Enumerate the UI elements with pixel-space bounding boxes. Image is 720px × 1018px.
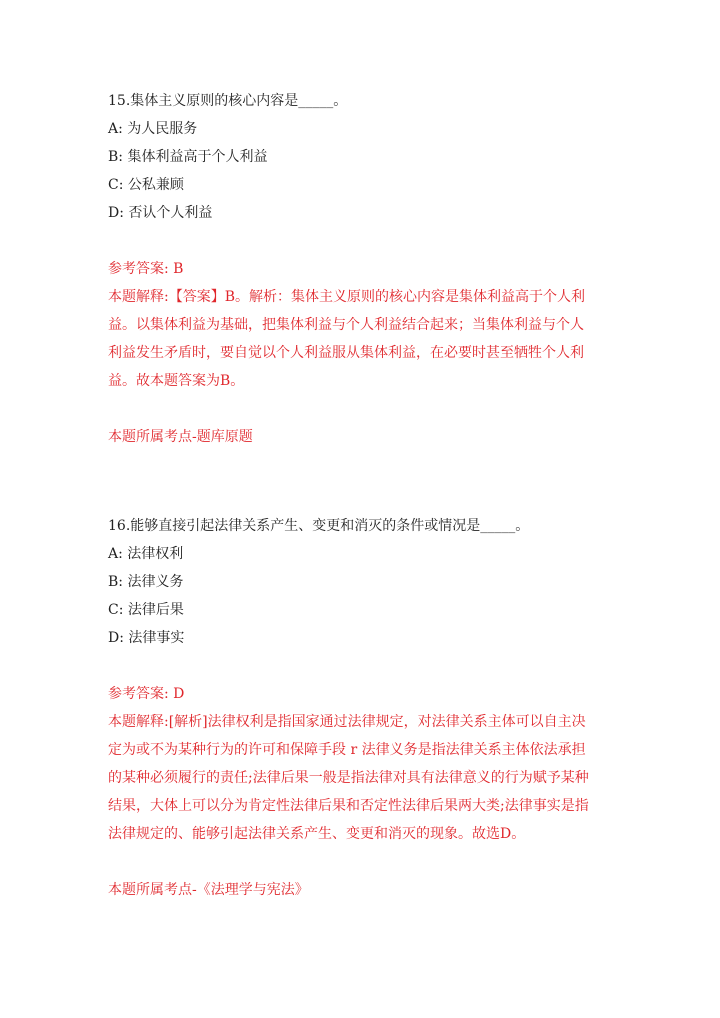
option-d: D: 法律事实 [108, 630, 185, 646]
topic-label: 本题所属考点-题库原题 [108, 429, 253, 445]
topic-label: 本题所属考点-《法理学与宪法》 [108, 882, 309, 898]
question-stem: 16.能够直接引起法律关系产生、变更和消灭的条件或情况是_____。 [108, 518, 530, 534]
explanation-line: 本题解释:【答案】B。解析：集体主义原则的核心内容是集体利益高于个人利 [108, 289, 586, 305]
explanation-line: 结果，大体上可以分为肯定性法律后果和否定性法律后果两大类;法律事实是指 [108, 798, 589, 814]
explanation-line: 益。故本题答案为B。 [108, 373, 245, 389]
option-b: B: 集体利益高于个人利益 [108, 149, 268, 165]
explanation-line: 法律规定的、能够引起法律关系产生、变更和消灭的现象。故选D。 [108, 826, 526, 842]
option-a: A: 为人民服务 [108, 121, 198, 137]
option-c: C: 公私兼顾 [108, 177, 184, 193]
question-stem: 15.集体主义原则的核心内容是_____。 [108, 93, 348, 109]
explanation-line: 益。以集体利益为基础，把集体利益与个人利益结合起来；当集体利益与个人 [108, 317, 584, 333]
explanation-line: 定为或不为某种行为的许可和保障手段 r 法律义务是指法律关系主体依法承担 [108, 742, 586, 758]
explanation [108, 283, 616, 395]
option-c: C: 法律后果 [108, 602, 184, 618]
explanation-line: 利益发生矛盾时，要自觉以个人利益服从集体利益，在必要时甚至牺牲个人利 [108, 345, 584, 361]
explanation [108, 708, 616, 848]
reference-answer: 参考答案: B [108, 261, 184, 277]
explanation-line: 的某种必须履行的责任;法律后果一般是指法律对具有法律意义的行为赋予某种 [108, 770, 589, 786]
explanation-line: 本题解释:[解析]法律权利是指国家通过法律规定，对法律关系主体可以自主决 [108, 714, 586, 730]
option-d: D: 否认个人利益 [108, 205, 213, 221]
option-a: A: 法律权利 [108, 546, 184, 562]
question-16 [108, 512, 628, 904]
reference-answer: 参考答案: D [108, 686, 185, 702]
option-b: B: 法律义务 [108, 574, 184, 590]
question-15 [108, 87, 628, 451]
